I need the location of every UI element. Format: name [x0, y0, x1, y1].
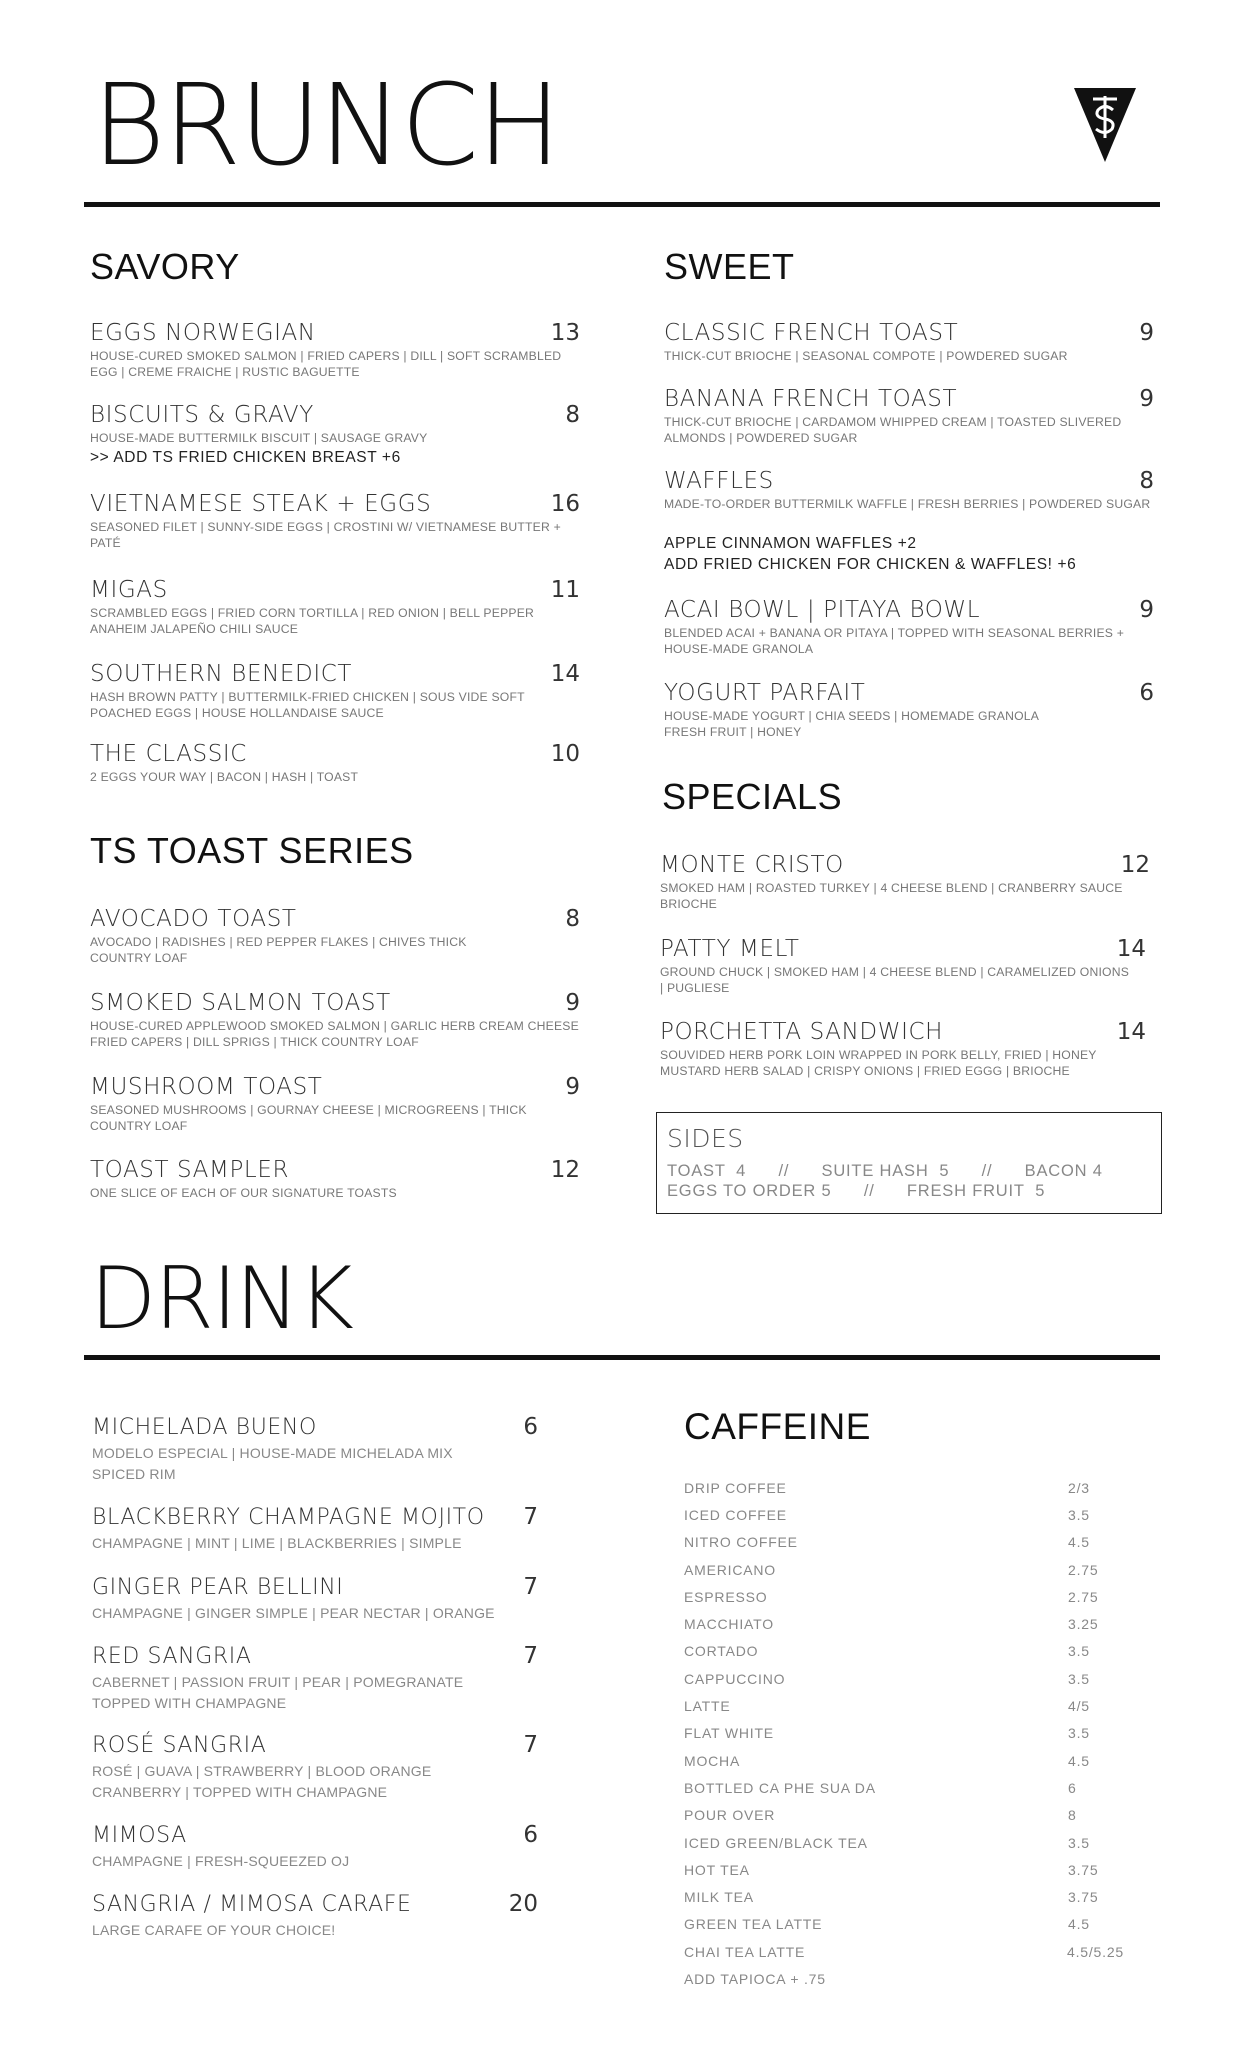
caffeine-list — [684, 1474, 1124, 1993]
drink-item-mimosa — [92, 1822, 538, 1872]
item-price: 4.5 — [1068, 1916, 1090, 1933]
item-price: 3.75 — [1068, 1889, 1099, 1906]
item-addon: >> ADD TS FRIED CHICKEN BREAST +6 — [90, 449, 401, 466]
drink-item-ginger-pear-bellini — [92, 1574, 538, 1624]
list-item — [684, 1747, 1124, 1774]
item-price: 6 — [523, 1822, 538, 1848]
item-price: 16 — [550, 491, 580, 517]
menu-item-the-classic — [90, 741, 580, 785]
item-name: ICED GREEN/BLACK TEA — [684, 1834, 868, 1851]
menu-item-smoked-salmon-toast — [90, 990, 580, 1050]
menu-item-porchetta-sandwich — [660, 1019, 1146, 1079]
item-description: THICK-CUT BRIOCHE | SEASONAL COMPOTE | POWDERED SUGAR — [664, 349, 1068, 363]
item-name: PATTY MELT — [660, 936, 800, 962]
menu-item-yogurt-parfait — [664, 680, 1154, 740]
menu-item-acai-pitaya-bowl — [664, 597, 1154, 657]
list-item — [684, 1829, 1124, 1856]
toast-series-heading: TS TOAST SERIES — [90, 830, 414, 871]
menu-item-vietnamese-steak — [90, 491, 580, 551]
item-name: HOT TEA — [684, 1861, 750, 1878]
item-price: 6 — [1068, 1779, 1077, 1796]
item-price: 14 — [550, 661, 580, 687]
item-price: 2.75 — [1068, 1561, 1099, 1578]
item-name: VIETNAMESE STEAK + EGGS — [90, 491, 432, 517]
item-price: 9 — [565, 990, 580, 1016]
menu-item-biscuits-gravy — [90, 402, 580, 468]
list-item — [684, 1583, 1124, 1610]
waffle-addon-fried-chicken: ADD FRIED CHICKEN FOR CHICKEN & WAFFLES! +6 — [664, 556, 1077, 573]
drink-item-red-sangria — [92, 1643, 538, 1714]
item-name: NITRO COFFEE — [684, 1534, 798, 1551]
list-item — [684, 1802, 1124, 1829]
item-price: 6 — [523, 1414, 538, 1440]
item-name: ACAI BOWL | PITAYA BOWL — [664, 597, 981, 623]
menu-item-southern-benedict — [90, 661, 580, 721]
item-name: BANANA FRENCH TOAST — [664, 386, 958, 412]
item-name: MIMOSA — [92, 1823, 187, 1848]
sides-line-1: TOAST 4 // SUITE HASH 5 // BACON 4 — [667, 1162, 1103, 1180]
item-name: WAFFLES — [664, 468, 774, 494]
menu-item-banana-french-toast — [664, 386, 1154, 446]
item-name: CHAI TEA LATTE — [684, 1943, 806, 1960]
caffeine-heading: CAFFEINE — [684, 1406, 871, 1447]
list-item — [684, 1774, 1124, 1801]
item-description: CHAMPAGNE | FRESH-SQUEEZED OJ — [92, 1853, 350, 1869]
menu-item-monte-cristo — [660, 852, 1150, 912]
item-price: 14 — [1116, 1019, 1146, 1045]
item-price: 4/5 — [1068, 1698, 1090, 1715]
list-item — [684, 1911, 1124, 1938]
item-name: AMERICANO — [684, 1561, 776, 1578]
drink-item-michelada — [92, 1414, 538, 1485]
list-item — [684, 1638, 1124, 1665]
item-name: DRIP COFFEE — [684, 1479, 787, 1496]
item-name: GINGER PEAR BELLINI — [92, 1575, 344, 1600]
list-item — [684, 1856, 1124, 1883]
drink-item-carafe — [92, 1891, 538, 1941]
item-description: LARGE CARAFE OF YOUR CHOICE! — [92, 1922, 336, 1938]
menu-item-toast-sampler — [90, 1157, 580, 1201]
item-price: 8 — [565, 402, 580, 428]
item-description: AVOCADO | RADISHES | RED PEPPER FLAKES | CHIVES THICK COUNTRY LOAF — [90, 935, 467, 965]
item-name: BLACKBERRY CHAMPAGNE MOJITO — [92, 1505, 485, 1530]
item-name: CAPPUCCINO — [684, 1670, 786, 1687]
list-item — [684, 1501, 1124, 1528]
item-name: GREEN TEA LATTE — [684, 1916, 823, 1933]
item-description: ROSÉ | GUAVA | STRAWBERRY | BLOOD ORANGE CRANBERRY | TOPPED WITH CHAMPAGNE — [92, 1763, 432, 1800]
item-price: 3.5 — [1068, 1725, 1090, 1742]
list-item — [684, 1692, 1124, 1719]
item-price: 13 — [550, 320, 580, 346]
item-price: 11 — [550, 577, 580, 603]
drink-item-rose-sangria — [92, 1732, 538, 1803]
item-name: LATTE — [684, 1698, 731, 1715]
menu-item-avocado-toast — [90, 906, 580, 966]
item-name: ROSÉ SANGRIA — [92, 1733, 267, 1758]
waffle-addon-apple-cinnamon: APPLE CINNAMON WAFFLES +2 — [664, 535, 917, 552]
item-name: MILK TEA — [684, 1889, 754, 1906]
item-description: SEASONED MUSHROOMS | GOURNAY CHEESE | MICROGREENS | THICK COUNTRY LOAF — [90, 1103, 527, 1133]
item-name: SOUTHERN BENEDICT — [90, 661, 353, 687]
list-item — [684, 1720, 1124, 1747]
item-name: MONTE CRISTO — [660, 852, 844, 878]
item-price: 10 — [550, 741, 580, 767]
list-item — [684, 1529, 1124, 1556]
item-name: CLASSIC FRENCH TOAST — [664, 320, 959, 346]
item-price: 3.5 — [1068, 1670, 1090, 1687]
item-description: THICK-CUT BRIOCHE | CARDAMOM WHIPPED CREAM | TOASTED SLIVERED ALMONDS | POWDERED SUGAR — [664, 415, 1122, 445]
brunch-divider — [84, 202, 1160, 207]
menu-item-waffles — [664, 468, 1154, 512]
item-description: GROUND CHUCK | SMOKED HAM | 4 CHEESE BLEND | CARAMELIZED ONIONS | PUGLIESE — [660, 965, 1130, 995]
item-name: SMOKED SALMON TOAST — [90, 990, 391, 1016]
item-name: PORCHETTA SANDWICH — [660, 1019, 944, 1045]
item-description: HOUSE-MADE YOGURT | CHIA SEEDS | HOMEMADE GRANOLA FRESH FRUIT | HONEY — [664, 709, 1039, 739]
item-price: 9 — [1139, 597, 1154, 623]
list-item — [684, 1556, 1124, 1583]
item-price: 3.5 — [1068, 1834, 1090, 1851]
item-description: CHAMPAGNE | GINGER SIMPLE | PEAR NECTAR | ORANGE — [92, 1605, 495, 1621]
item-price: 3.25 — [1068, 1616, 1099, 1633]
item-price: 8 — [1139, 468, 1154, 494]
list-item — [684, 1883, 1124, 1910]
item-price: 8 — [565, 906, 580, 932]
list-item — [684, 1474, 1124, 1501]
list-item — [684, 1665, 1124, 1692]
item-description: SMOKED HAM | ROASTED TURKEY | 4 CHEESE BLEND | CRANBERRY SAUCE BRIOCHE — [660, 881, 1123, 911]
item-name: ADD TAPIOCA + .75 — [684, 1970, 826, 1987]
item-description: HOUSE-CURED SMOKED SALMON | FRIED CAPERS | DILL | SOFT SCRAMBLED EGG | CREME FRAICHE | RUSTIC BAGUETTE — [90, 349, 562, 379]
item-description: MODELO ESPECIAL | HOUSE-MADE MICHELADA MIX SPICED RIM — [92, 1445, 453, 1482]
item-price: 9 — [1139, 320, 1154, 346]
item-name: BOTTLED CA PHE SUA DA — [684, 1779, 876, 1796]
item-price: 7 — [523, 1504, 538, 1530]
drink-divider — [84, 1355, 1160, 1360]
brunch-title: BRUNCH — [92, 61, 560, 191]
item-name: YOGURT PARFAIT — [664, 680, 866, 706]
menu-item-mushroom-toast — [90, 1074, 580, 1134]
ts-logo-icon — [1074, 88, 1136, 162]
item-name: MOCHA — [684, 1752, 741, 1769]
item-name: MICHELADA BUENO — [92, 1415, 317, 1440]
drink-item-blackberry-mojito — [92, 1504, 538, 1554]
item-name: FLAT WHITE — [684, 1725, 774, 1742]
waffle-addons — [664, 533, 1076, 575]
item-description: HASH BROWN PATTY | BUTTERMILK-FRIED CHICKEN | SOUS VIDE SOFT POACHED EGGS | HOUSE HOLLANDAISE SAUCE — [90, 690, 525, 720]
item-description: SEASONED FILET | SUNNY-SIDE EGGS | CROSTINI W/ VIETNAMESE BUTTER + PATÉ — [90, 520, 561, 550]
item-description: MADE-TO-ORDER BUTTERMILK WAFFLE | FRESH BERRIES | POWDERED SUGAR — [664, 497, 1151, 511]
item-description: BLENDED ACAI + BANANA OR PITAYA | TOPPED WITH SEASONAL BERRIES + HOUSE-MADE GRANOLA — [664, 626, 1125, 656]
item-name: MUSHROOM TOAST — [90, 1074, 323, 1100]
item-description: SOUVIDED HERB PORK LOIN WRAPPED IN PORK BELLY, FRIED | HONEY MUSTARD HERB SALAD | CRISPY ONIONS | FRIED EGGG | BRIOCHE — [660, 1048, 1097, 1078]
item-price: 3.5 — [1068, 1643, 1090, 1660]
item-name: EGGS NORWEGIAN — [90, 320, 316, 346]
item-price: 12 — [1120, 852, 1150, 878]
item-price: 4.5/5.25 — [1067, 1943, 1124, 1960]
item-price: 2.75 — [1068, 1588, 1099, 1605]
item-price: 9 — [1139, 386, 1154, 412]
menu-item-classic-french-toast — [664, 320, 1154, 364]
menu-item-migas — [90, 577, 580, 637]
item-name: AVOCADO TOAST — [90, 906, 297, 932]
item-description: 2 EGGS YOUR WAY | BACON | HASH | TOAST — [90, 770, 359, 784]
item-name: RED SANGRIA — [92, 1644, 252, 1669]
item-name: MACCHIATO — [684, 1616, 774, 1633]
item-price: 7 — [523, 1643, 538, 1669]
item-description: SCRAMBLED EGGS | FRIED CORN TORTILLA | RED ONION | BELL PEPPER ANAHEIM JALAPEÑO CHILI SAUCE — [90, 606, 535, 636]
list-item — [684, 1965, 1124, 1992]
item-name: BISCUITS & GRAVY — [90, 402, 314, 428]
item-name: ICED COFFEE — [684, 1506, 787, 1523]
item-description: HOUSE-MADE BUTTERMILK BISCUIT | SAUSAGE GRAVY — [90, 431, 428, 445]
item-price: 2/3 — [1068, 1479, 1090, 1496]
drink-title: DRINK — [90, 1249, 353, 1349]
item-price: 9 — [565, 1074, 580, 1100]
item-price: 3.75 — [1068, 1861, 1099, 1878]
specials-heading: SPECIALS — [662, 776, 843, 817]
item-name: SANGRIA / MIMOSA CARAFE — [92, 1892, 412, 1917]
item-price: 4.5 — [1068, 1534, 1090, 1551]
item-name: POUR OVER — [684, 1807, 776, 1824]
item-name: CORTADO — [684, 1643, 759, 1660]
menu-item-eggs-norwegian — [90, 320, 580, 380]
sides-line-2: EGGS TO ORDER 5 // FRESH FRUIT 5 — [667, 1182, 1046, 1200]
item-name: TOAST SAMPLER — [90, 1157, 290, 1183]
item-description: ONE SLICE OF EACH OF OUR SIGNATURE TOASTS — [90, 1186, 397, 1200]
item-price: 12 — [550, 1157, 580, 1183]
item-name: THE CLASSIC — [90, 741, 247, 767]
menu-item-patty-melt — [660, 936, 1146, 996]
item-price: 6 — [1139, 680, 1154, 706]
item-description: HOUSE-CURED APPLEWOOD SMOKED SALMON | GARLIC HERB CREAM CHEESE FRIED CAPERS | DILL SPRIGS | THICK COUNTRY LOAF — [90, 1019, 579, 1049]
item-price: 7 — [523, 1574, 538, 1600]
item-price: 20 — [508, 1891, 538, 1917]
sides-heading: SIDES — [667, 1124, 744, 1153]
item-price: 7 — [523, 1732, 538, 1758]
sweet-heading: SWEET — [664, 246, 795, 287]
list-item — [684, 1938, 1124, 1965]
item-price: 8 — [1068, 1807, 1077, 1824]
item-price: 3.5 — [1068, 1506, 1090, 1523]
item-description: CHAMPAGNE | MINT | LIME | BLACKBERRIES | SIMPLE — [92, 1535, 462, 1551]
item-description: CABERNET | PASSION FRUIT | PEAR | POMEGRANATE TOPPED WITH CHAMPAGNE — [92, 1674, 464, 1711]
item-price: 14 — [1116, 936, 1146, 962]
item-name: MIGAS — [90, 577, 168, 603]
sides-box — [656, 1112, 1162, 1214]
item-name: ESPRESSO — [684, 1588, 768, 1605]
list-item — [684, 1610, 1124, 1637]
savory-heading: SAVORY — [90, 246, 240, 287]
item-price: 4.5 — [1068, 1752, 1090, 1769]
